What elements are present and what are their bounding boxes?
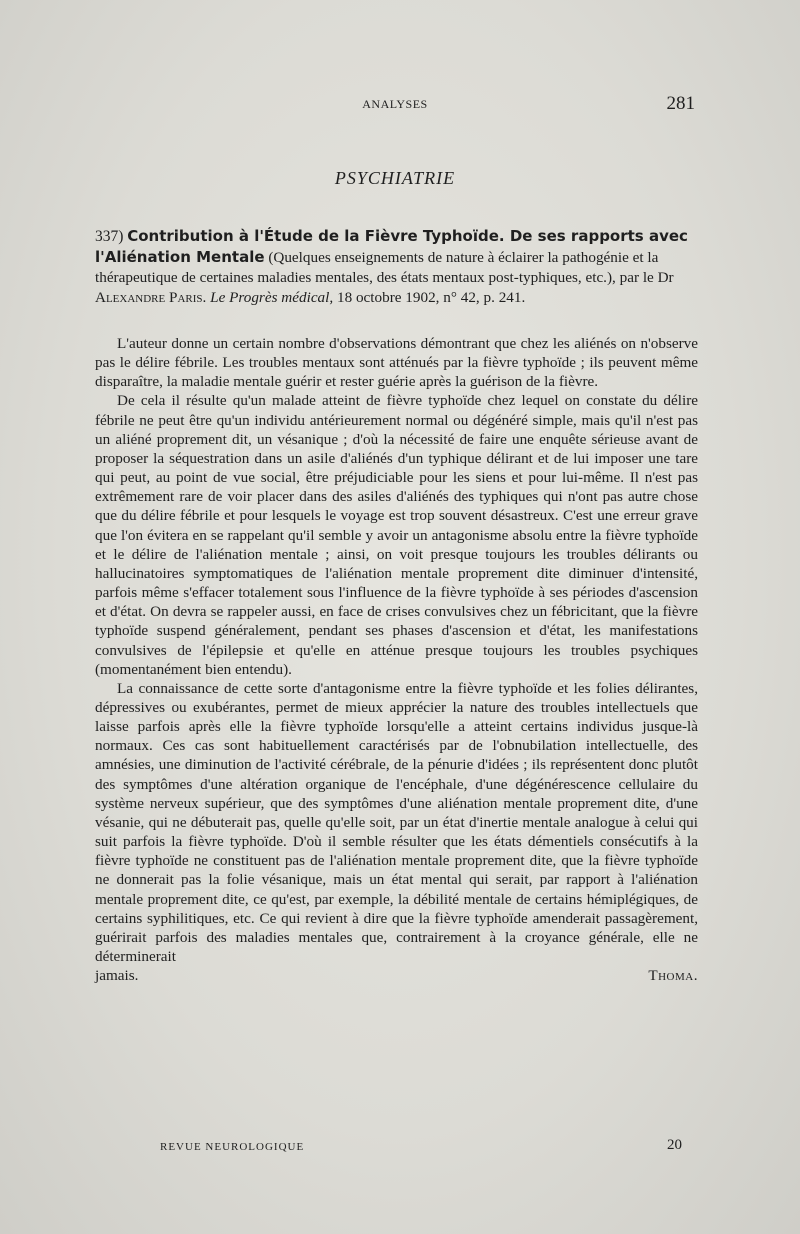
page-number: 281: [666, 93, 695, 114]
article-title: Contribution à l'Étude de la Fièvre Typhoïde. De ses rapports avec l'Aliénation Mentale: [95, 227, 688, 266]
page-footer: [160, 1137, 682, 1157]
author-prefix: Dr: [657, 269, 674, 286]
article-heading: 337) Contribution à l'Étude de la Fièvre Typhoïde. De ses rapports avec l'Aliénation Mentale (Quelques enseignements de nature à éclairer la pathogénie et la thérapeutique de certaines maladies mentales, des états mentaux post-typhiques, etc.), par le Dr Alexandre Paris. Le Progrès médical, 18 octobre 1902, n° 42, p. 241.: [95, 227, 688, 306]
paragraph-1: L'auteur donne un certain nombre d'observations démontrant que chez les aliénés on n'observe pas le délire fébrile. Les troubles mentaux sont atténués par la fièvre typhoïde ; ils peuvent même disparaître, la maladie mentale guérir et rester guérie après la guérison de la fièvre.: [95, 335, 698, 391]
closing-line: [95, 966, 698, 985]
last-word: jamais.: [95, 967, 139, 985]
article-body: [95, 334, 698, 985]
paragraph-2: De cela il résulte qu'un malade atteint de fièvre typhoïde chez lequel on constate du délire fébrile ne peut être qu'un individu antérieurement normal ou dégénéré simple, mais qu'il n'est pas un aliéné proprement dit, un vésanique ; d'où la nécessité de faire une enquête sérieuse avant de proposer la séquestration dans un asile d'aliénés d'un typhique délirant et de lui imposer une tare qui peut, au point de vue social, être préjudiciable pour les siens et pour lui-même. Il n'est pas extrêmement rare de voir placer dans des asiles d'aliénés des typhiques qui n'ont pas autre chose que du délire fébrile et pour lesquels le voyage est trop souvent désastreux. C'est une erreur grave que l'on évitera en se rappelant qu'il semble y avoir un antagonisme absolu entre la fièvre typhoïde et le délire de l'aliénation mentale ; ainsi, on voit presque toujours les troubles délirants ou hallucinatoires symptomatiques de l'aliénation mentale proprement dite diminuer d'intensité, parfois même s'effacer totalement sous l'influence de la fièvre typhoïde à ses périodes d'ascension et d'état. On devra se rappeler aussi, en face de crises convulsives chez un fébricitant, que la fièvre typhoïde suspend généralement, pendant ses phases d'ascension et d'état, les manifestations convulsives de l'épilepsie et qu'elle en atténue presque toujours les troubles psychiques (momentanément bien entendu).: [95, 392, 698, 678]
article-number: 337): [95, 228, 124, 245]
footer-journal: REVUE NEUROLOGIQUE: [160, 1141, 305, 1153]
running-title: ANALYSES: [362, 97, 428, 111]
section-title: PSYCHIATRIE: [334, 168, 456, 188]
article-author: Alexandre Paris: [95, 289, 203, 306]
article-journal: Le Progrès médical,: [210, 289, 334, 306]
signature: Thoma.: [648, 967, 698, 985]
running-head: [95, 93, 695, 115]
paragraph-3: La connaissance de cette sorte d'antagonisme entre la fièvre typhoïde et les folies délirantes, dépressives ou exubérantes, permet de mieux apprécier la nature des troubles intellectuels que laisse parfois après elle la fièvre typhoïde lorsqu'elle a atteint certains individus jusque-là normaux. Ces cas sont habituellement caractérisés par de l'obnubilation intellectuelle, des amnésies, une diminution de l'activité cérébrale, de la pénurie d'idées ; ils représentent donc plutôt des symptômes d'une altération organique de l'encéphale, d'une dégénérescence cellulaire du système nerveux supérieur, que des symptômes d'une aliénation mentale proprement dite, d'une vésanie, qui ne débuterait pas, quelle qu'elle soit, par un état d'inertie mentale analogue à celui qui suit parfois la fièvre typhoïde. D'où il semble résulter que les états démentiels consécutifs à la fièvre typhoïde ne constituent pas de l'aliénation mentale proprement dite, que la fièvre typhoïde ne donnerait pas la folie vésanique, mais un état mental qui serait, par rapport à l'aliénation mentale proprement dite, ce qu'est, par exemple, la débilité mentale de certains hémiplégiques, de certains syphilitiques, etc. Ce qui revient à dire que la fièvre typhoïde amenderait passagèrement, guérirait parfois des maladies mentales que, contrairement à la croyance générale, elle ne déterminerait: [95, 679, 698, 965]
article-subtitle: (Quelques enseignements de nature à éclairer la pathogénie et la thérapeutique de certaines maladies mentales, des états mentaux post-typhiques, etc.), par le: [95, 249, 659, 286]
footer-signature-mark: 20: [667, 1137, 682, 1153]
article-citation: 18 octobre 1902, n° 42, p. 241.: [336, 289, 526, 306]
